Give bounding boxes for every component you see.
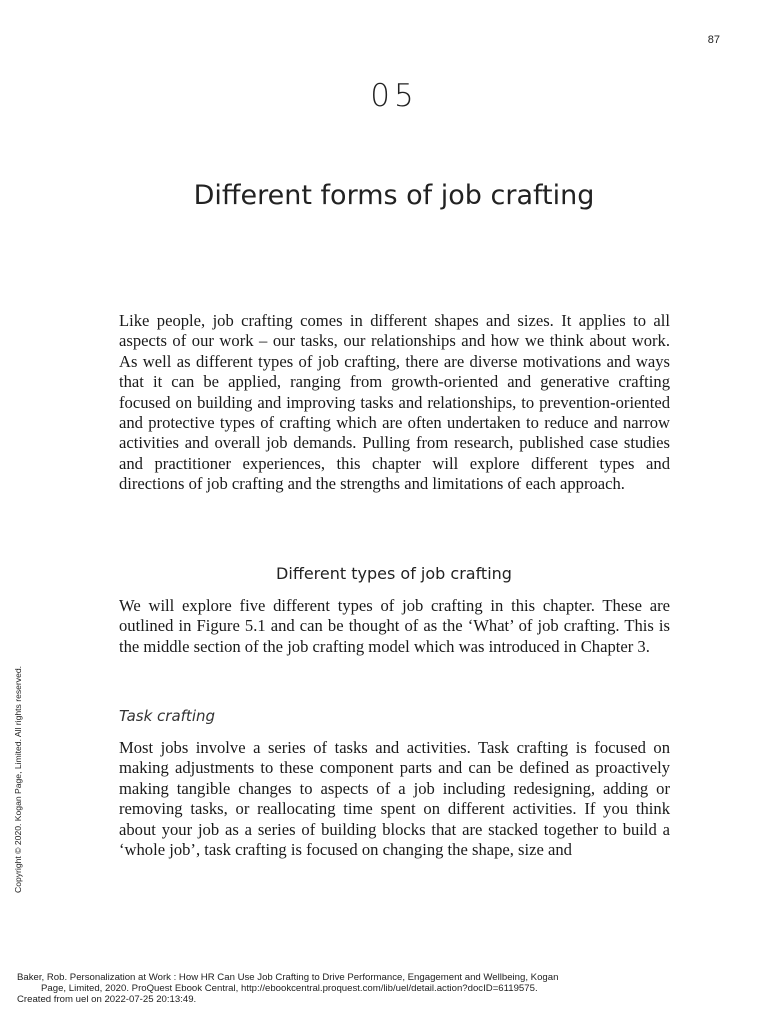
section-heading: Different types of job crafting xyxy=(276,564,512,583)
subsection-heading: Task crafting xyxy=(119,707,216,725)
chapter-title: Different forms of job crafting xyxy=(193,180,595,211)
copyright-notice: Copyright © 2020. Kogan Page, Limited. All rights reserved. xyxy=(13,665,23,893)
footer-created-line: Created from uel on 2022-07-25 20:13:49. xyxy=(17,994,197,1005)
chapter-number: 05 xyxy=(370,78,418,114)
footer-citation-line: Page, Limited, 2020. ProQuest Ebook Central, http://ebookcentral.proquest.com/lib/uel/detail.action?docID=6119575. xyxy=(41,983,538,994)
footer-citation xyxy=(17,972,737,1005)
footer-citation-line: Baker, Rob. Personalization at Work : How HR Can Use Job Crafting to Drive Performance, Engagement and Wellbeing, Kogan xyxy=(17,972,559,983)
page-number: 87 xyxy=(707,34,720,46)
section-paragraph: We will explore five different types of job crafting in this chapter. These are outlined in Figure 5.1 and can be thought of as the ‘What’ of job crafting. This is the middle section of the job crafting model which was introduced in Chapter 3. xyxy=(119,596,670,656)
subsection-paragraph: Most jobs involve a series of tasks and activities. Task crafting is focused on making adjustments to these component parts and can be defined as proactively making tangible changes to aspects of a job including redesigning, adding or removing tasks, or reallocating time spent on different activities. If you think about your job as a series of building blocks that are stacked together to build a ‘whole job’, task crafting is focused on changing the shape, size and xyxy=(119,738,670,860)
intro-paragraph: Like people, job crafting comes in different shapes and sizes. It applies to all aspects of our work – our tasks, our relationships and how we think about work. As well as different types of job crafting, there are diverse motivations and ways that it can be applied, ranging from growth-oriented and generative crafting focused on building and improving tasks and relationships, to prevention-oriented and protective types of crafting which are often undertaken to reduce and narrow activities and overall job demands. Pulling from research, published case studies and practitioner experiences, this chapter will explore different types and directions of job crafting and the strengths and limitations of each approach. xyxy=(119,311,670,494)
